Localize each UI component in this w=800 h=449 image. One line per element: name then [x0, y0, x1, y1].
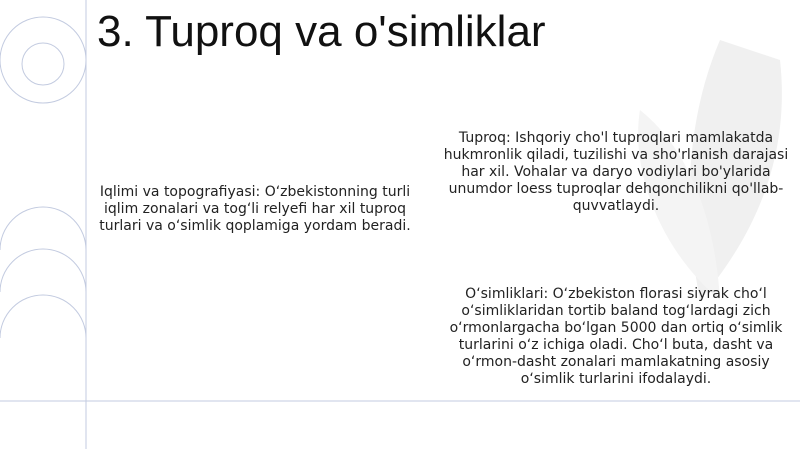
left-arch-upper	[0, 207, 86, 250]
slide-title: 3. Tuproq va o'simliklar	[97, 7, 546, 56]
plants-paragraph: O‘simliklari: O‘zbekiston florasi siyrak cho‘l o‘simliklaridan tortib baland tog‘lardagi zich o‘rmonlargacha bo‘lgan 5000 dan ortiq o‘simlik turlarini o‘z ichiga oladi. Cho‘l buta, dasht va o‘rmon-dasht zonalari mamlakatning asosiy o‘simlik turlarini ifodalaydi.	[449, 286, 783, 387]
soil-paragraph: Tuproq: Ishqoriy cho'l tuproqlari mamlakatda hukmronlik qiladi, tuzilishi va sho'rlanish darajasi har xil. Vohalar va daryo vodiylari bo'ylarida unumdor loess tuproqlar dehqonchilikni qo'llab-quvvatlaydi.	[443, 130, 789, 214]
left-arch-middle	[0, 249, 86, 292]
left-arch-lower	[0, 295, 86, 338]
climate-paragraph: Iqlimi va topografiyasi: O‘zbekistonning turli iqlim zonalari va tog‘li relyefi har xil tuproq turlari va o‘simlik qoplamiga yordam beradi.	[99, 184, 411, 234]
top-small-circle	[22, 43, 64, 85]
top-large-circle	[0, 17, 86, 103]
